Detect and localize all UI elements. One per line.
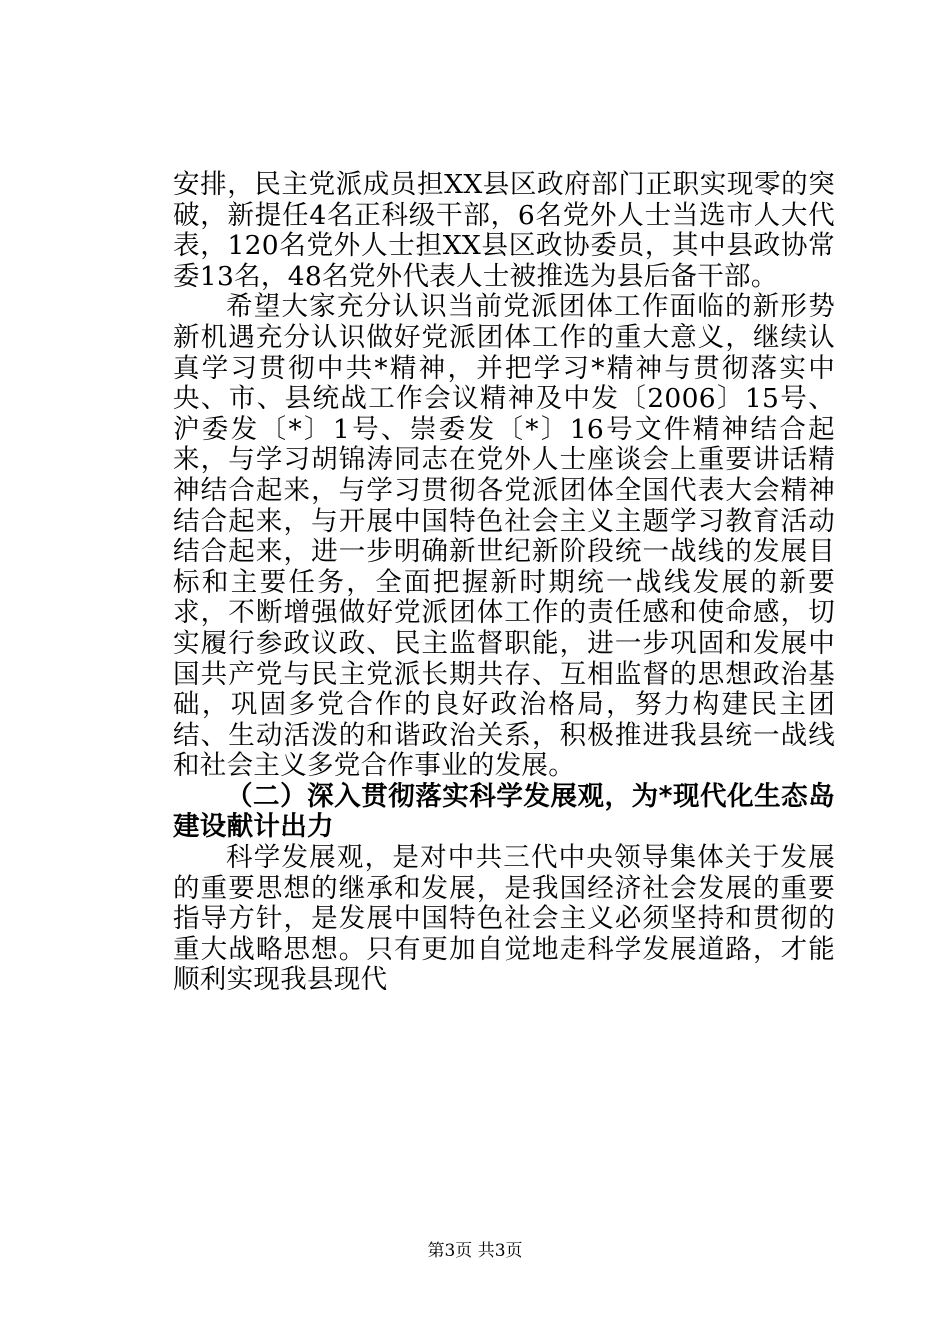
paragraph-scientific-development: 科学发展观，是对中共三代中央领导集体关于发展的重要思想的继承和发展，是我国经济社会发展的重要指导方针，是发展中国特色社会主义必须坚持和贯彻的重大战略思想。只有更加自觉地走科学发展道路，才能顺利实现我县现代 [173, 842, 835, 996]
section-heading: （二）深入贯彻落实科学发展观，为*现代化生态岛建设献计出力 [173, 780, 835, 843]
page-footer: 第3页 共3页 [427, 1241, 523, 1261]
paragraph-continuation: 安排，民主党派成员担XX县区政府部门正职实现零的突破，新提任4名正科级干部，6名党外人士当选市人大代表，120名党外人士担XX县区政协委员，其中县政协常委13名，48名党外代表人士被推选为县后备干部。 [173, 169, 835, 292]
document-body [173, 170, 835, 996]
paragraph-party-groups: 希望大家充分认识当前党派团体工作面临的新形势新机遇充分认识做好党派团体工作的重大意义，继续认真学习贯彻中共*精神，并把学习*精神与贯彻落实中央、市、县统战工作会议精神及中发〔2006〕15号、沪委发〔*〕1号、崇委发〔*〕16号文件精神结合起来，与学习胡锦涛同志在党外人士座谈会上重要讲话精神结合起来，与学习贯彻各党派团体全国代表大会精神结合起来，与开展中国特色社会主义主题学习教育活动结合起来，进一步明确新世纪新阶段统一战线的发展目标和主要任务，全面把握新时期统一战线发展的新要求，不断增强做好党派团体工作的责任感和使命感，切实履行参政议政、民主监督职能，进一步巩固和发展中国共产党与民主党派长期共存、互相监督的思想政治基础，巩固多党合作的良好政治格局，努力构建民主团结、生动活泼的和谐政治关系，积极推进我县统一战线和社会主义多党合作事业的发展。 [173, 291, 835, 782]
